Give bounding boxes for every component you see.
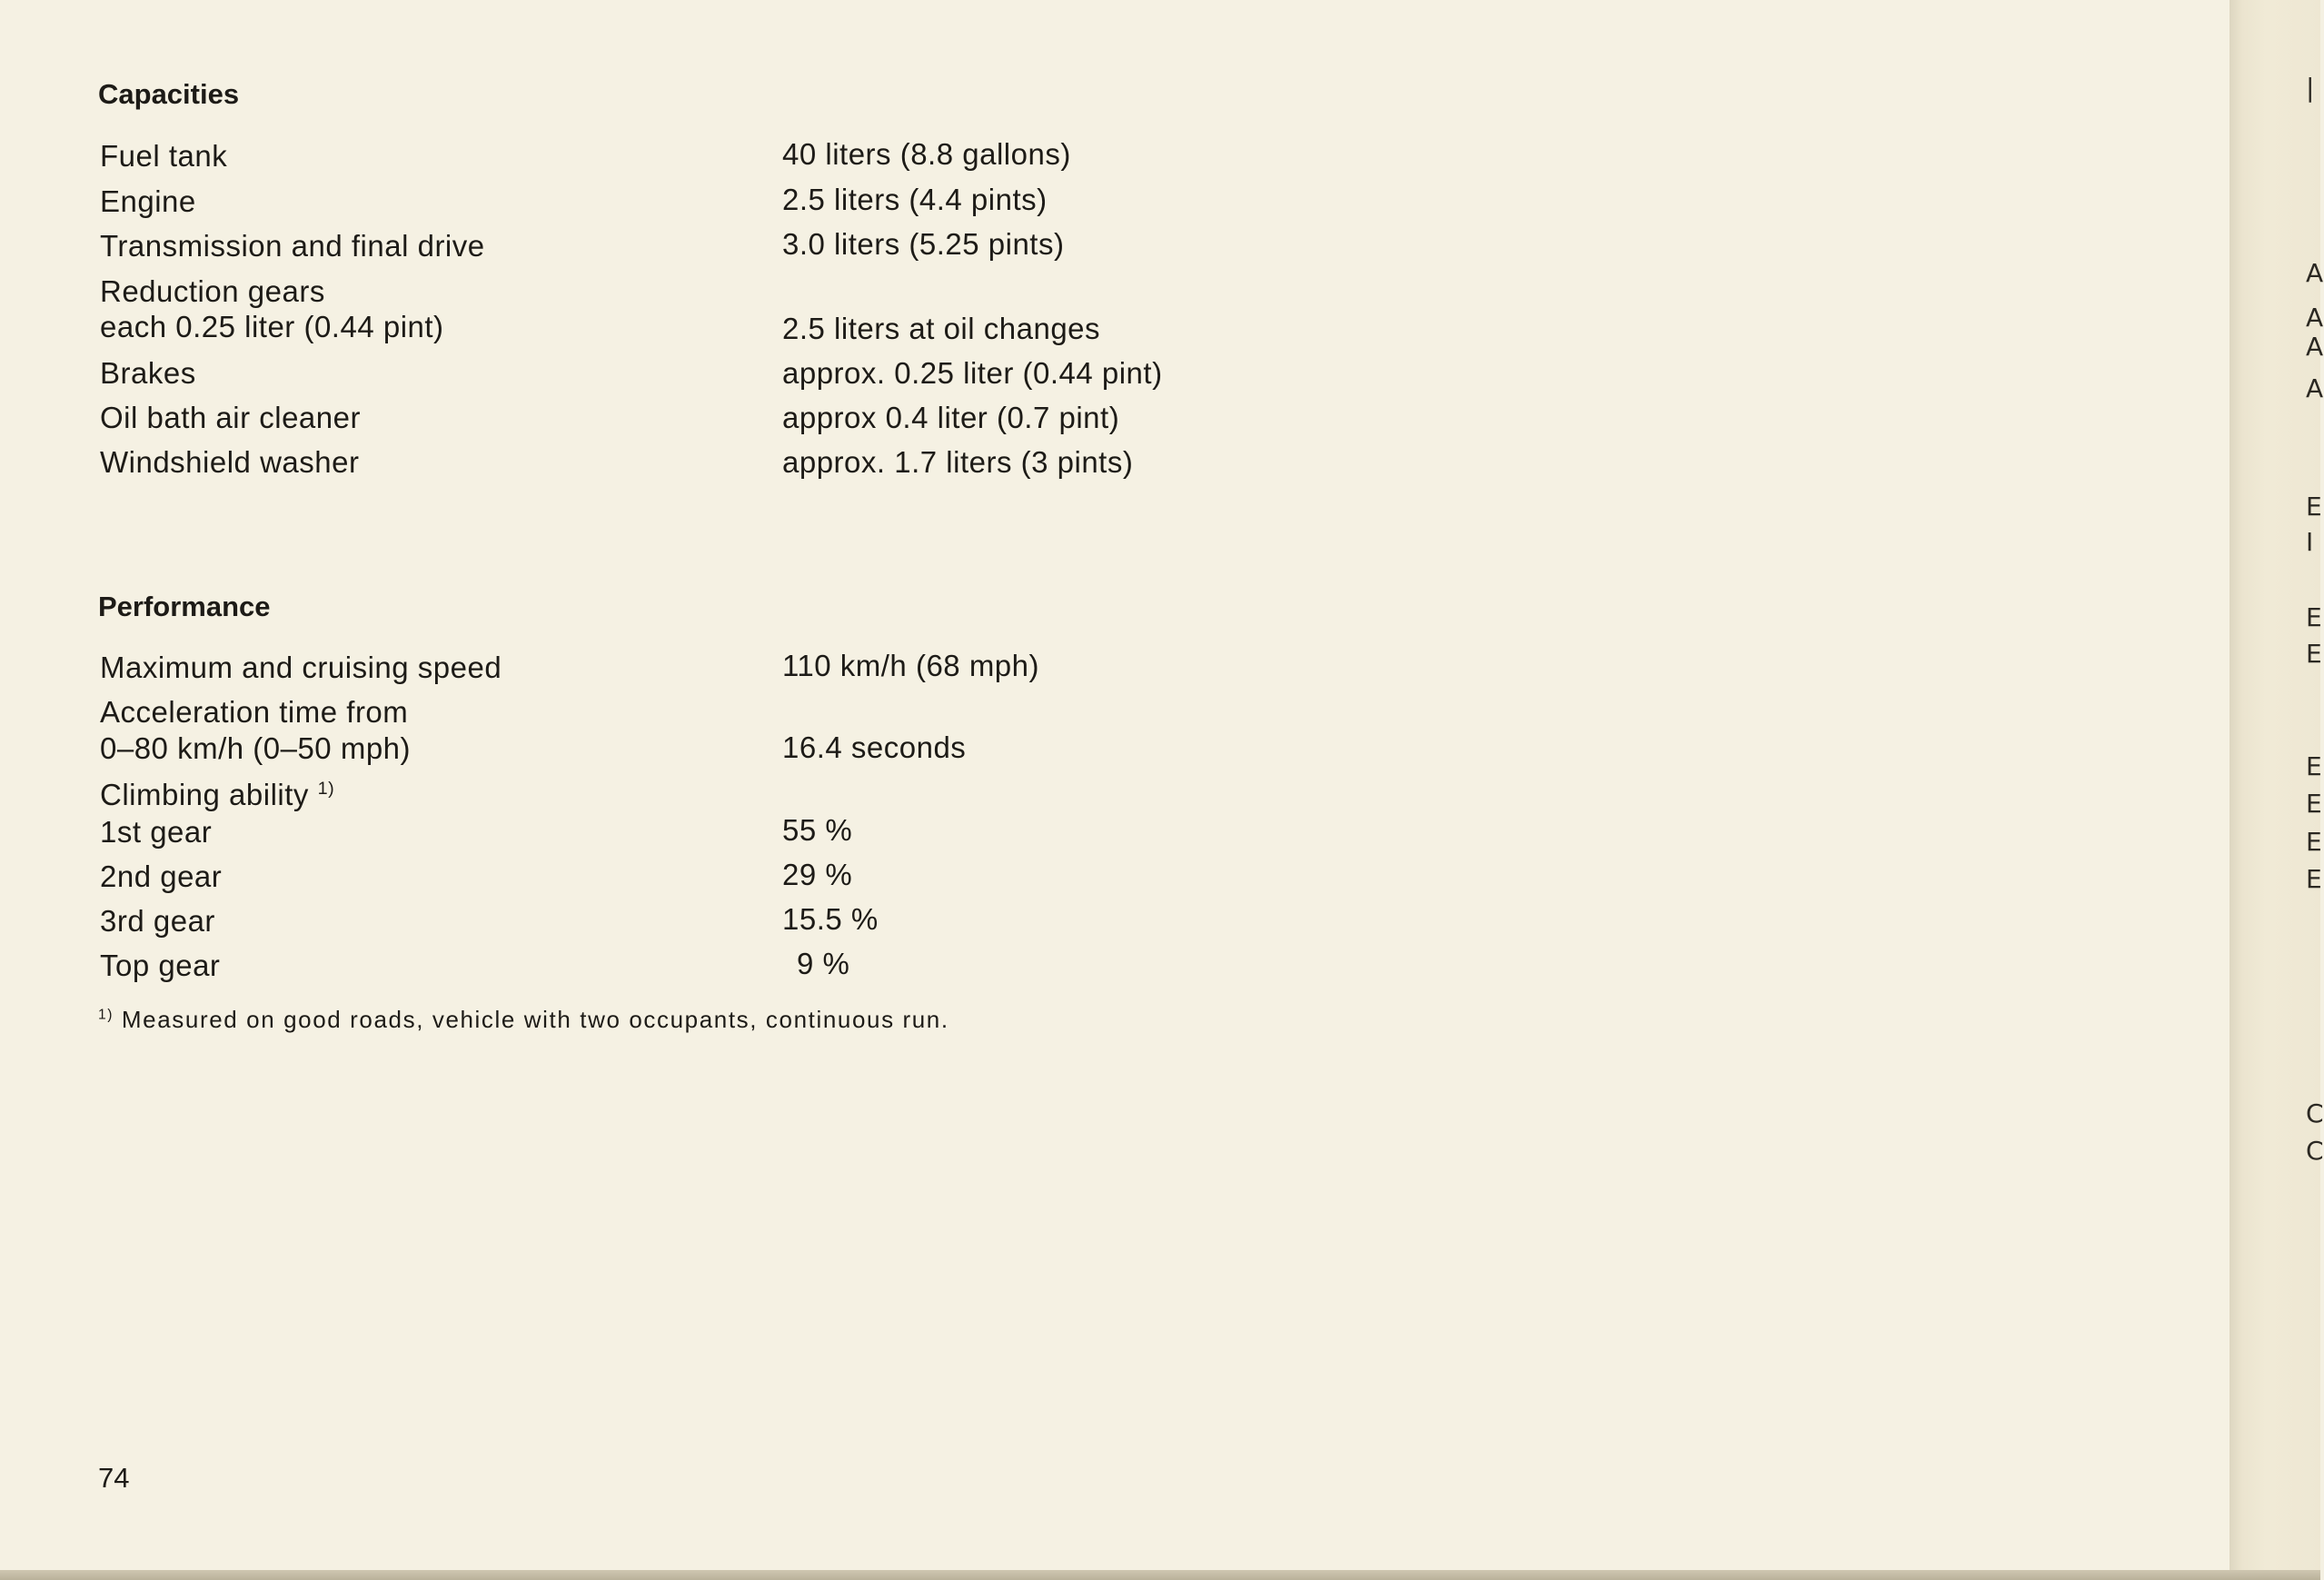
row-label: Acceleration time from <box>100 695 409 729</box>
row-label: 2nd gear <box>100 860 223 893</box>
edge-letter: C <box>2306 1098 2324 1128</box>
row-label: Fuel tank <box>100 139 228 173</box>
row-label: Engine <box>100 184 196 218</box>
table-row <box>0 401 1272 441</box>
edge-letter: E <box>2306 639 2322 669</box>
table-row <box>0 356 1272 396</box>
row-label: Transmission and final drive <box>100 229 485 263</box>
table-row <box>0 815 1272 855</box>
edge-letter: A <box>2306 303 2324 333</box>
row-label: Brakes <box>100 356 196 390</box>
capacities-heading: Capacities <box>98 78 240 110</box>
footnote-text: Measured on good roads, vehicle with two occupants, continuous run. <box>121 1006 949 1033</box>
row-label: 3rd gear <box>100 904 215 938</box>
edge-letter: A <box>2306 373 2324 403</box>
table-row <box>0 651 1272 691</box>
edge-letter: I <box>2306 527 2314 557</box>
row-value: 2.5 liters (4.4 pints) <box>782 183 1048 216</box>
row-label: 0–80 km/h (0–50 mph) <box>100 731 412 765</box>
performance-heading: Performance <box>98 591 271 622</box>
table-row <box>0 445 1272 485</box>
footnote-marker: 1) <box>98 1007 114 1023</box>
edge-letter: | <box>2306 73 2315 103</box>
row-label: Windshield washer <box>100 445 360 479</box>
edge-letter: C <box>2306 1136 2324 1166</box>
climbing-label: Climbing ability <box>100 778 309 811</box>
edge-letter: A <box>2306 332 2324 362</box>
page-shadow <box>0 1570 2320 1580</box>
row-value: 15.5 % <box>782 902 879 936</box>
row-label: Oil bath air cleaner <box>100 401 361 434</box>
row-value: 2.5 liters at oil changes <box>782 312 1101 345</box>
row-label: Maximum and cruising speed <box>100 651 502 684</box>
table-row <box>0 731 1272 771</box>
table-row <box>0 860 1272 899</box>
edge-letter: E <box>2306 789 2322 819</box>
row-value: 110 km/h (68 mph) <box>782 649 1040 682</box>
row-label: Reduction gears <box>100 274 325 308</box>
row-label <box>100 778 334 812</box>
table-row <box>0 949 1272 989</box>
table-row <box>0 229 1272 269</box>
row-label: 1st gear <box>100 815 213 849</box>
row-value: 55 % <box>782 813 853 847</box>
row-value: 16.4 seconds <box>782 730 967 764</box>
edge-letter: A <box>2306 258 2324 288</box>
table-row <box>0 139 1272 179</box>
edge-letter: E <box>2306 602 2322 632</box>
table-row <box>0 310 1272 350</box>
edge-letter: E <box>2306 492 2322 522</box>
table-row <box>0 274 1272 314</box>
row-value: 9 % <box>797 947 850 980</box>
row-label: Top gear <box>100 949 221 982</box>
row-value: 29 % <box>782 858 853 891</box>
edge-letter: E <box>2306 827 2322 857</box>
edge-letter: E <box>2306 751 2322 781</box>
page-number: 74 <box>98 1462 130 1494</box>
footnote-ref: 1) <box>317 779 335 799</box>
row-value: approx. 1.7 liters (3 pints) <box>782 445 1134 479</box>
row-value: approx 0.4 liter (0.7 pint) <box>782 401 1120 434</box>
row-value: 3.0 liters (5.25 pints) <box>782 227 1065 261</box>
edge-letter: E <box>2306 864 2322 894</box>
table-row <box>0 695 1272 735</box>
table-row <box>0 778 1272 818</box>
table-row <box>0 904 1272 944</box>
footnote <box>98 1006 949 1034</box>
table-row <box>0 184 1272 224</box>
row-value: approx. 0.25 liter (0.44 pint) <box>782 356 1163 390</box>
row-value: 40 liters (8.8 gallons) <box>782 137 1071 171</box>
row-label: each 0.25 liter (0.44 pint) <box>100 310 444 343</box>
